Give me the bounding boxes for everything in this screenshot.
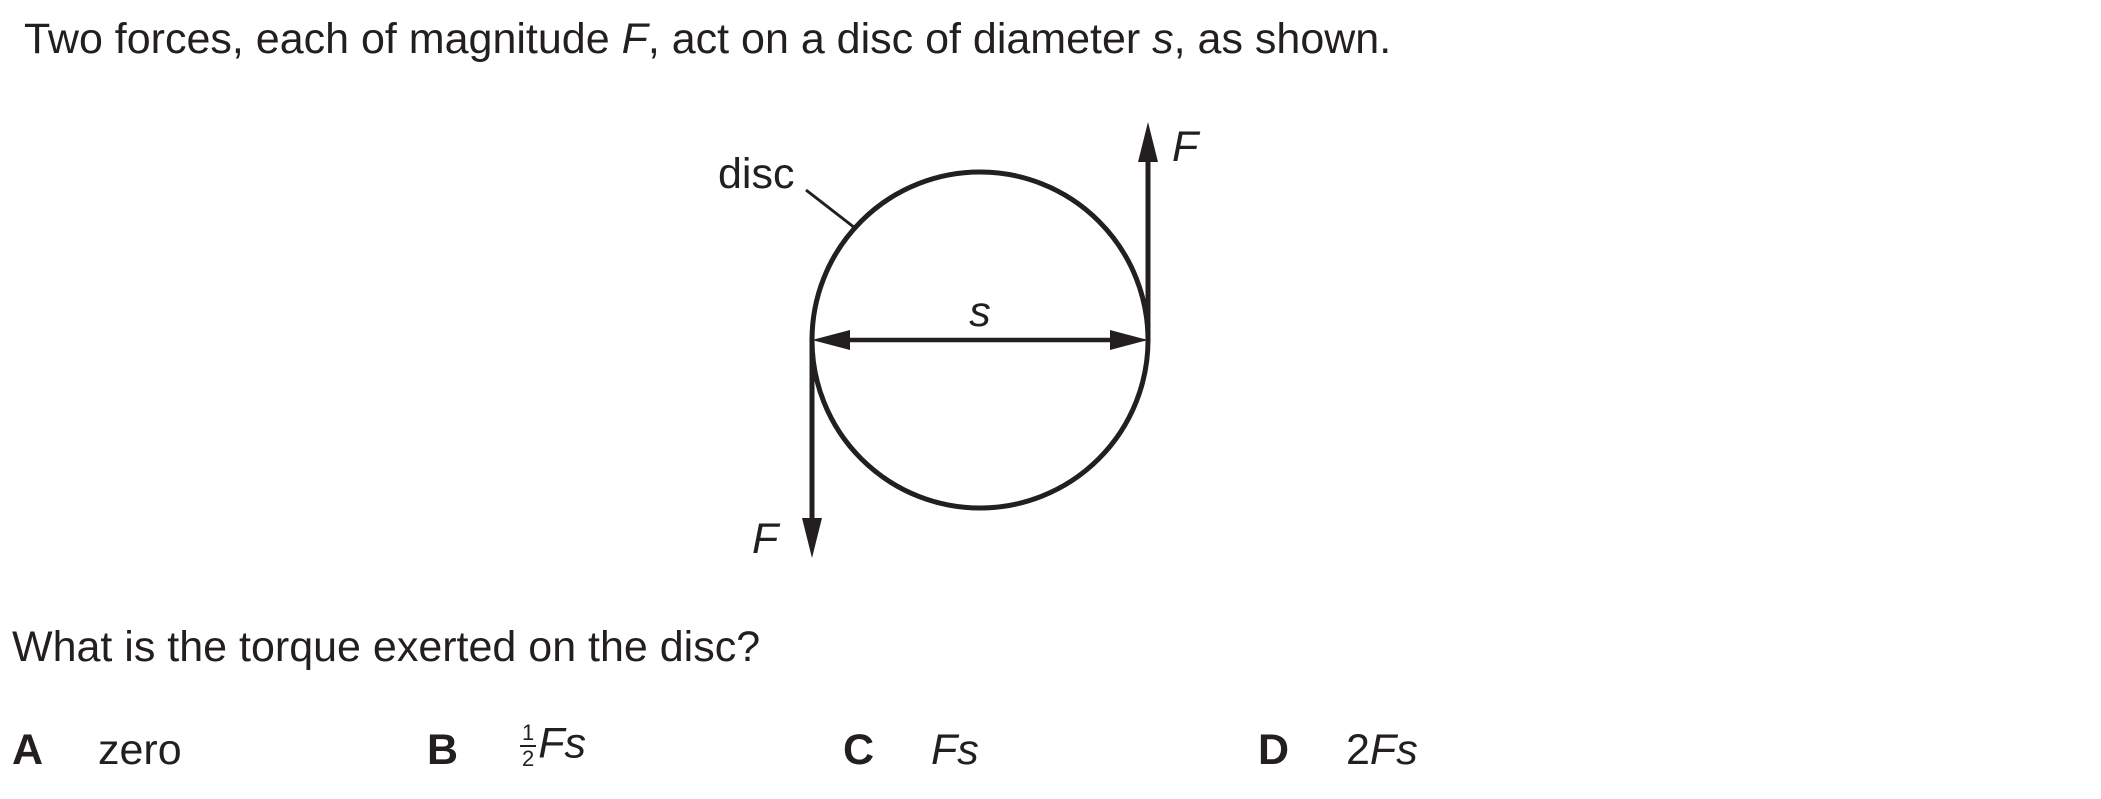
disc-label-leader: [806, 190, 855, 228]
option-b-fraction: [520, 722, 536, 770]
force-bottom-label: F: [752, 515, 779, 563]
option-b-value: [520, 719, 587, 771]
intro-text-2: , act on a disc of diameter: [647, 15, 1153, 63]
option-c-letter: C: [843, 726, 875, 774]
disc-label: disc: [718, 150, 795, 198]
option-a-text: zero: [98, 726, 182, 774]
option-b-fraction-numerator: 1: [522, 720, 535, 745]
diameter-arrowhead-left: [812, 330, 850, 350]
option-b-fraction-denominator: 2: [522, 746, 535, 771]
force-bottom-arrowhead: [802, 518, 822, 558]
option-d-letter: D: [1258, 726, 1290, 774]
intro-variable-s: s: [1152, 15, 1174, 63]
option-c-text: Fs: [931, 726, 979, 774]
intro-text-1: Two forces, each of magnitude: [24, 15, 622, 63]
option-d-value: [1346, 726, 1418, 774]
diameter-arrowhead-right: [1110, 330, 1148, 350]
option-a-letter: A: [12, 726, 44, 774]
intro-variable-f: F: [621, 15, 648, 63]
option-d-text: Fs: [1369, 726, 1418, 774]
option-b-letter: B: [427, 726, 459, 774]
option-b-text: Fs: [538, 719, 587, 768]
diameter-label: s: [969, 288, 991, 336]
option-d-coefficient: 2: [1346, 726, 1370, 774]
intro-text-3: , as shown.: [1173, 15, 1392, 63]
force-top-label: F: [1172, 123, 1199, 171]
question-prompt: What is the torque exerted on the disc?: [12, 623, 761, 671]
force-top-arrowhead: [1138, 122, 1158, 162]
